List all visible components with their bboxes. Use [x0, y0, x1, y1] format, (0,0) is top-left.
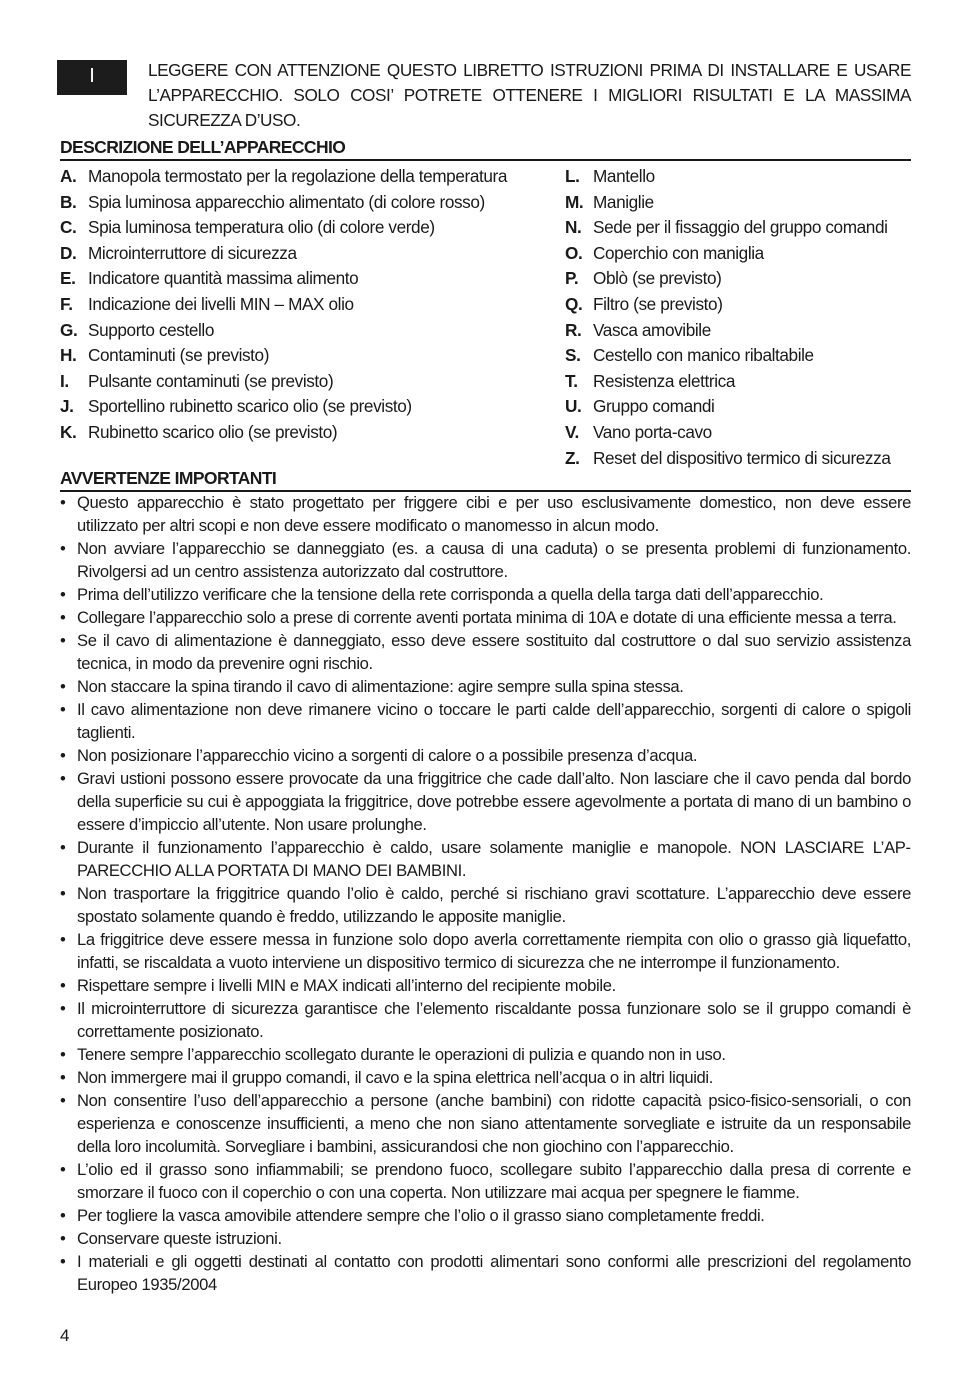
warning-text: Se il cavo di alimentazione è danneggiato, esso deve essere sostituito dal costruttore o dal suo servizio assistenza tecnica, in modo da prevenire ogni rischio. [77, 631, 911, 673]
part-label: Spia luminosa temperatura olio (di colore verde) [88, 217, 435, 238]
warning-text: Non trasportare la friggitrice quando l’olio è caldo, perché si rischiano gravi scottature. L’apparecchio deve essere spostato solamente quando è freddo, utilizzando le apposite maniglie. [77, 884, 911, 926]
bullet-icon: • [60, 493, 66, 512]
parts-list-left [60, 164, 550, 446]
bullet-icon: • [60, 1160, 66, 1179]
part-item [60, 318, 550, 344]
part-key: J. [60, 396, 74, 417]
bullet-icon: • [60, 746, 66, 765]
warning-item [60, 744, 911, 767]
warnings-heading: AVVERTENZE IMPORTANTI [60, 467, 911, 492]
part-key: A. [60, 166, 77, 186]
part-item [60, 420, 550, 446]
warning-item [60, 882, 911, 928]
part-label: Cestello con manico ribaltabile [593, 345, 814, 366]
bullet-icon: • [60, 1068, 66, 1087]
warning-item [60, 606, 911, 629]
part-item [60, 343, 550, 369]
warning-item [60, 1066, 911, 1089]
part-item [60, 164, 550, 190]
warning-text: Collegare l’apparecchio solo a prese di corrente aventi portata minima di 10A e dotate di una efficiente messa a terra. [77, 608, 897, 627]
part-label: Coperchio con maniglia [593, 242, 764, 263]
warning-text: Gravi ustioni possono essere provocate da una friggitrice che cade dall’alto. Non lasciare che il cavo penda dal bordo della superficie su cui è appoggiata la friggitrice, dove potrebbe essere agevolmente a portata di mano di un bambino o essere d’impiccio all’utente. Non usare prolunghe. [77, 769, 911, 834]
warning-text: L’olio ed il grasso sono infiammabili; se prendono fuoco, scollegare subito l’apparecchio dalla presa di corrente e smorzare il fuoco con il coperchio o con una coperta. Non utilizzare mai acqua per spegnere le fiamme. [77, 1160, 911, 1202]
part-key: G. [60, 319, 78, 340]
warning-item [60, 974, 911, 997]
part-label: Resistenza elettrica [593, 370, 735, 391]
part-item [60, 215, 550, 241]
part-item [565, 241, 915, 267]
part-item [60, 190, 550, 216]
warning-text: Questo apparecchio è stato progettato per friggere cibi e per uso esclusivamente domestico, non deve essere utilizzato per altri scopi e non deve essere modificato o manomesso in alcun modo. [77, 493, 911, 535]
warning-text: Non immergere mai il gruppo comandi, il cavo e la spina elettrica nell’acqua o in altri liquidi. [77, 1068, 714, 1087]
part-label: Contaminuti (se previsto) [88, 345, 270, 366]
part-key: T. [565, 370, 578, 391]
part-label: Manopola termostato per la regolazione della temperatura [88, 166, 508, 186]
warning-text: Durante il funzionamento l’apparecchio è caldo, usare solamente maniglie e manopole. NON LASCIARE L’APPARECCHIO ALLA PORTATA DI MANO DEI BAMBINI. [77, 838, 911, 880]
part-item [565, 266, 915, 292]
part-item [565, 318, 915, 344]
part-label: Spia luminosa apparecchio alimentato (di colore rosso) [88, 191, 485, 212]
bullet-icon: • [60, 1206, 66, 1225]
warning-text: Non avviare l’apparecchio se danneggiato (es. a causa di una caduta) o se presenta problemi di funzionamento. Rivolgersi ad un centro assistenza autorizzato dal costruttore. [77, 539, 911, 581]
part-label: Indicatore quantità massima alimento [88, 268, 359, 289]
part-label: Gruppo comandi [593, 396, 715, 417]
bullet-icon: • [60, 999, 66, 1018]
bullet-icon: • [60, 539, 66, 558]
part-key: H. [60, 345, 77, 366]
warning-item [60, 675, 911, 698]
part-label: Supporto cestello [88, 319, 215, 340]
part-label: Oblò (se previsto) [593, 268, 722, 289]
warning-item [60, 698, 911, 744]
part-key: I. [60, 370, 69, 391]
warning-text: La friggitrice deve essere messa in funzione solo dopo averla correttamente riempita con olio o grasso già liquefatto, infatti, se riscaldata a vuoto interviene un dispositivo termico di sicurezza che ne interrompe il funzionamento. [77, 930, 911, 972]
part-label: Sportellino rubinetto scarico olio (se previsto) [88, 396, 412, 417]
warning-item [60, 1227, 911, 1250]
part-item [565, 394, 915, 420]
parts-list-right [565, 164, 915, 471]
description-heading: DESCRIZIONE DELL’APPARECCHIO [60, 136, 911, 161]
warning-item [60, 1089, 911, 1158]
part-key: Z. [565, 447, 580, 468]
bullet-icon: • [60, 1091, 66, 1110]
warning-item [60, 928, 911, 974]
part-key: F. [60, 293, 73, 314]
bullet-icon: • [60, 930, 66, 949]
part-key: U. [565, 396, 582, 417]
part-label: Filtro (se previsto) [593, 293, 723, 314]
part-key: C. [60, 217, 77, 238]
bullet-icon: • [60, 631, 66, 650]
part-item [565, 292, 915, 318]
warning-text: Non posizionare l’apparecchio vicino a sorgenti di calore o a possibile presenza d’acqua. [77, 746, 698, 765]
part-item [565, 343, 915, 369]
part-item [565, 164, 915, 190]
bullet-icon: • [60, 1252, 66, 1271]
part-label: Sede per il fissaggio del gruppo comandi [593, 217, 888, 238]
part-label: Indicazione dei livelli MIN – MAX olio [88, 293, 354, 314]
warning-item [60, 767, 911, 836]
part-key: M. [565, 191, 584, 212]
part-key: O. [565, 242, 583, 263]
warnings-list [60, 491, 911, 1296]
warning-text: Il cavo alimentazione non deve rimanere vicino o toccare le parti calde dell’apparecchio, sorgenti di calore o spigoli taglienti. [77, 700, 911, 742]
part-key: D. [60, 242, 77, 263]
bullet-icon: • [60, 769, 66, 788]
warning-text: Non staccare la spina tirando il cavo di alimentazione: agire sempre sulla spina stessa. [77, 677, 684, 696]
bullet-icon: • [60, 608, 66, 627]
warning-text: Tenere sempre l’apparecchio scollegato durante le operazioni di pulizia e quando non in uso. [77, 1045, 726, 1064]
part-label: Pulsante contaminuti (se previsto) [88, 370, 334, 391]
part-label: Vano porta-cavo [593, 421, 712, 442]
warning-text: Il microinterruttore di sicurezza garantisce che l’elemento riscaldante possa funzionare solo se il gruppo comandi è correttamente posizionato. [77, 999, 911, 1041]
warning-item [60, 1250, 911, 1296]
page-number: 4 [60, 1326, 70, 1345]
part-item [565, 215, 915, 241]
warning-text: Prima dell’utilizzo verificare che la tensione della rete corrisponda a quella della targa dati dell’apparecchio. [77, 585, 824, 604]
warning-text: Rispettare sempre i livelli MIN e MAX indicati all’interno del recipiente mobile. [77, 976, 616, 995]
part-key: B. [60, 191, 77, 212]
bullet-icon: • [60, 700, 66, 719]
warning-item [60, 1043, 911, 1066]
part-item [60, 266, 550, 292]
warning-item [60, 583, 911, 606]
part-item [60, 241, 550, 267]
intro-text: LEGGERE CON ATTENZIONE QUESTO LIBRETTO ISTRUZIONI PRIMA DI INSTALLARE E USARE L’APPARECCHIO. SOLO COSI’ POTRETE OTTENERE I MIGLIORI RISULTATI E LA MASSIMA SICUREZZA D’USO. [148, 60, 911, 130]
bullet-icon: • [60, 585, 66, 604]
part-key: V. [565, 421, 579, 442]
part-key: L. [565, 166, 580, 186]
part-key: P. [565, 268, 579, 289]
part-key: R. [565, 319, 582, 340]
part-key: Q. [565, 293, 583, 314]
part-key: K. [60, 421, 77, 442]
bullet-icon: • [60, 976, 66, 995]
part-item [565, 190, 915, 216]
warning-item [60, 1204, 911, 1227]
warning-item [60, 537, 911, 583]
part-item [60, 292, 550, 318]
part-key: E. [60, 268, 76, 289]
part-label: Vasca amovibile [593, 319, 711, 340]
part-label: Rubinetto scarico olio (se previsto) [88, 421, 338, 442]
part-item [565, 369, 915, 395]
part-item [60, 394, 550, 420]
language-badge: I [57, 60, 127, 95]
part-item [565, 420, 915, 446]
part-key: N. [565, 217, 582, 238]
warning-text: Non consentire l’uso dell’apparecchio a persone (anche bambini) con ridotte capacità psico-fisico-sensoriali, o con esperienza e conoscenze insufficienti, a meno che non siano attentamente sorvegliate e istruite da un responsabile della loro incolumità. Sorvegliare i bambini, assicurandosi che non giochino con l’apparecchio. [77, 1091, 911, 1156]
warning-item [60, 1158, 911, 1204]
bullet-icon: • [60, 838, 66, 857]
part-label: Microinterruttore di sicurezza [88, 242, 297, 263]
warning-item [60, 836, 911, 882]
bullet-icon: • [60, 884, 66, 903]
warning-item [60, 997, 911, 1043]
warning-item [60, 629, 911, 675]
part-label: Reset del dispositivo termico di sicurezza [593, 447, 891, 468]
warning-text: Per togliere la vasca amovibile attendere sempre che l’olio o il grasso siano completamente freddi. [77, 1206, 765, 1225]
part-key: S. [565, 345, 581, 366]
part-label: Mantello [593, 166, 655, 186]
part-item [60, 369, 550, 395]
warning-text: I materiali e gli oggetti destinati al contatto con prodotti alimentari sono conformi alle prescrizioni del regolamento Europeo 1935/2004 [77, 1252, 911, 1294]
warning-text: Conservare queste istruzioni. [77, 1229, 282, 1248]
bullet-icon: • [60, 1045, 66, 1064]
bullet-icon: • [60, 1229, 66, 1248]
warning-item [60, 491, 911, 537]
bullet-icon: • [60, 677, 66, 696]
part-label: Maniglie [593, 191, 654, 212]
